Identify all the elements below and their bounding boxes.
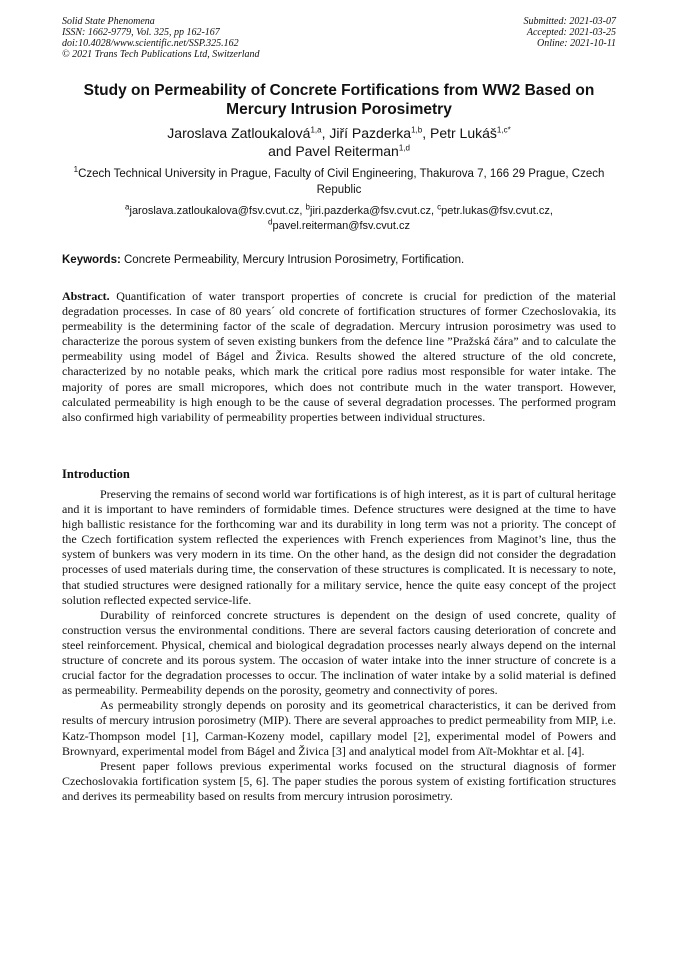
keywords-label: Keywords: [62,254,121,266]
author-affiliation-mark: 1,b [411,125,423,135]
author-name: Jiří Pazderka [329,125,412,141]
author-emails [62,204,616,234]
abstract-label: Abstract. [62,289,110,303]
introduction-body [62,487,616,804]
online-date: Online: 2021-10-11 [537,38,616,49]
accepted-date: Accepted: 2021-03-25 [526,27,616,38]
abstract [62,289,616,425]
author-name: Pavel Reiterman [295,143,399,159]
paragraph: Present paper follows previous experimental works focused on the structural diagnosis of former Czechoslovakia fortification system [5, 6]. The paper studies the porous system of existing fortification structures and derives its permeability based on results from mercury intrusion porosimetry. [62,758,616,803]
email-link[interactable]: jaroslava.zatloukalova@fsv.cvut.cz, [129,205,306,217]
journal-header [62,16,260,60]
author-affiliation-mark: 1,d [398,143,410,153]
copyright-line: © 2021 Trans Tech Publications Ltd, Switzerland [62,49,260,60]
author-separator: and [268,143,296,159]
author-separator: , [422,125,430,141]
abstract-text: Quantification of water transport properties of concrete is crucial for prediction of the material degradation processes. In case of 80 years´ old concrete of fortification structures of former Czechoslovakia, its permeability is the determining factor of the scale of degradation. Mercury intrusion porosimetry was used to characterize the porous system of seven existing bunkers from the defence line ”Pražská čára” and to calculate the permeability using model of Bágel and Živica. Results showed the altered structure of the old concrete, characterized by no notable peaks, which mark the critical pore radius most responsible for water intake. The majority of pores are small micropores, which does not contribute much in the water transport. However, calculated permeability is high enough to be the cause of several degradation processes. The performed program also confirmed high variability of permeability properties between individual structures. [62,289,616,424]
journal-name: Solid State Phenomena [62,16,155,27]
email-mark: d [268,217,273,227]
author-affiliation-mark: 1,c* [496,125,511,135]
doi-line: doi:10.4028/www.scientific.net/SSP.325.162 [62,38,239,49]
keywords-text: Concrete Permeability, Mercury Intrusion Porosimetry, Fortification. [120,254,465,266]
email-mark: b [305,202,310,212]
affiliation [62,166,616,198]
author-name: Jaroslava Zatloukalová [167,125,311,141]
paper-title: Study on Permeability of Concrete Fortifications from WW2 Based on Mercury Intrusion Porosimetry [83,82,595,118]
email-link[interactable]: petr.lukas@fsv.cvut.cz, [441,205,553,217]
email-link[interactable]: pavel.reiterman@fsv.cvut.cz [272,220,410,232]
author-name: Petr Lukáš [429,125,497,141]
submitted-date: Submitted: 2021-03-07 [523,16,616,27]
submission-dates [524,16,617,49]
issn-line: ISSN: 1662-9779, Vol. 325, pp 162-167 [62,27,220,38]
email-mark: c [437,202,442,212]
affiliation-text: Czech Technical University in Prague, Faculty of Civil Engineering, Thakurova 7, 166 29 Prague, Czech Republic [78,168,605,196]
section-heading-introduction: Introduction [62,467,130,481]
paragraph: As permeability strongly depends on porosity and its geometrical characteristics, it can be derived from results of mercury intrusion porosimetry (MIP). There are several approaches to predict permeability from MIP, i.e. Katz-Thompson model [1], Carman-Kozeny model, capillary model [2], experimental model of Powers and Brownyard, experimental model from Bágel and Živica [3] and analytical model from Aït-Mokhtar et al. [4]. [62,698,616,758]
author-affiliation-mark: 1,a [310,125,322,135]
keywords [62,253,616,268]
email-mark: a [125,202,130,212]
author-list [62,124,616,160]
paragraph: Durability of reinforced concrete structures is dependent on the design of used concrete, quality of construction versus the environmental conditions. There are several factors causing deterioration of concrete and steel reinforcement. Physical, chemical and biological degradation processes nearly always depend on the internal structure of concrete and its porous system. The occasion of water intake into the inner structure of concrete is a crucial factor for the degradation processes to occur. The inclination of water intake by a solid material is defined as permeability. Permeability depends on the porosity, geometry and connectivity of pores. [62,607,616,698]
email-link[interactable]: jiri.pazderka@fsv.cvut.cz, [310,205,438,217]
author-separator: , [321,125,330,141]
affiliation-mark: 1 [73,165,79,175]
paragraph: Preserving the remains of second world war fortifications is of high interest, as it is part of cultural heritage and it is important to have reminders of formidable times. Defence structures were designed at the time to have high ballistic resistance for the forthcoming war and its durability in long term was not a priority. The concept of the Czech fortification system reflected the experiences with French experiences from Maginot’s line, thus the system of bunkers was very modern in its time. On the other hand, as the design did not consider the degradation processes of used materials during time, the conservation of these structures is complicated. It is necessary to note, that studied structures were designed rationally for a military service, hence the quite easy concept of the project solution reflected expected service-life. [62,487,616,607]
